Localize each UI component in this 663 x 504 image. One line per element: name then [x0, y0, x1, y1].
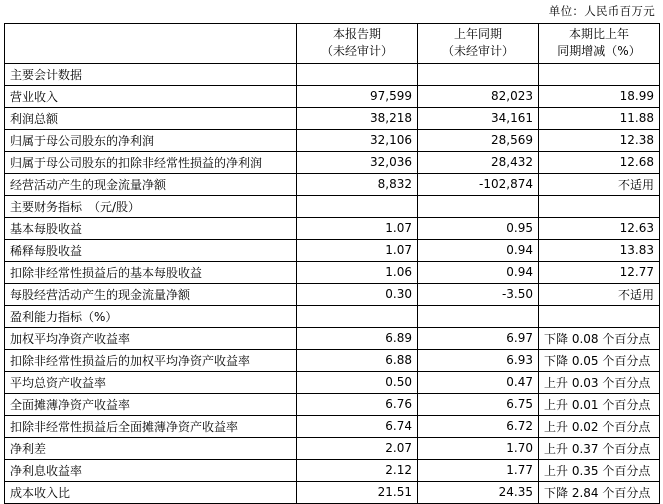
header-prior-period-line1: 上年同期 — [453, 27, 502, 41]
row-current-value: 6.88 — [297, 349, 418, 371]
row-change-value: 不适用 — [539, 283, 660, 305]
row-current-value: 97,599 — [297, 85, 418, 107]
row-label: 营业收入 — [5, 85, 297, 107]
row-prior-value: 82,023 — [418, 85, 539, 107]
row-current-value: 32,036 — [297, 151, 418, 173]
table-row — [5, 151, 660, 173]
row-change-value: 12.38 — [539, 129, 660, 151]
section-title: 盈利能力指标（%） — [5, 305, 297, 327]
section-blank-prior — [418, 305, 539, 327]
header-current-period-line1: 本报告期 — [332, 27, 381, 41]
row-prior-value: 28,432 — [418, 151, 539, 173]
table-row — [5, 239, 660, 261]
table-body — [5, 63, 660, 503]
table-row — [5, 481, 660, 503]
table-row — [5, 261, 660, 283]
row-label: 基本每股收益 — [5, 217, 297, 239]
table-row — [5, 107, 660, 129]
section-blank-current — [297, 305, 418, 327]
row-label: 每股经营活动产生的现金流量净额 — [5, 283, 297, 305]
table-row — [5, 393, 660, 415]
table-row — [5, 459, 660, 481]
table-row — [5, 415, 660, 437]
row-prior-value: 1.77 — [418, 459, 539, 481]
row-prior-value: 6.97 — [418, 327, 539, 349]
table-row — [5, 283, 660, 305]
row-change-value: 不适用 — [539, 173, 660, 195]
row-current-value: 21.51 — [297, 481, 418, 503]
row-label: 加权平均净资产收益率 — [5, 327, 297, 349]
section-blank-change — [539, 305, 660, 327]
row-prior-value: 24.35 — [418, 481, 539, 503]
header-label-cell — [5, 24, 297, 64]
section-blank-prior — [418, 63, 539, 85]
row-change-value: 12.77 — [539, 261, 660, 283]
row-change-value: 下降 0.08 个百分点 — [539, 327, 660, 349]
row-prior-value: -3.50 — [418, 283, 539, 305]
row-label: 利润总额 — [5, 107, 297, 129]
row-change-value: 上升 0.35 个百分点 — [539, 459, 660, 481]
financial-summary-table — [4, 23, 660, 504]
header-current-period — [297, 24, 418, 64]
row-current-value: 0.50 — [297, 371, 418, 393]
table-row — [5, 217, 660, 239]
table-header — [5, 24, 660, 64]
row-current-value: 1.07 — [297, 217, 418, 239]
row-current-value: 6.76 — [297, 393, 418, 415]
row-label: 稀释每股收益 — [5, 239, 297, 261]
table-row — [5, 371, 660, 393]
row-current-value: 0.30 — [297, 283, 418, 305]
row-current-value: 1.06 — [297, 261, 418, 283]
header-current-period-line2: （未经审计） — [320, 44, 393, 59]
row-label: 归属于母公司股东的扣除非经常性损益的净利润 — [5, 151, 297, 173]
header-prior-period-line2: （未经审计） — [441, 44, 514, 59]
unit-note: 单位：人民币百万元 — [548, 4, 655, 18]
row-prior-value: 0.95 — [418, 217, 539, 239]
row-label: 净利息收益率 — [5, 459, 297, 481]
row-label: 扣除非经常性损益后的基本每股收益 — [5, 261, 297, 283]
row-label: 归属于母公司股东的净利润 — [5, 129, 297, 151]
row-label: 全面摊薄净资产收益率 — [5, 393, 297, 415]
row-prior-value: 6.72 — [418, 415, 539, 437]
row-change-value: 上升 0.37 个百分点 — [539, 437, 660, 459]
header-change-line2: 同期增减（%） — [557, 44, 641, 59]
section-blank-change — [539, 195, 660, 217]
table-row — [5, 349, 660, 371]
row-label: 经营活动产生的现金流量净额 — [5, 173, 297, 195]
section-blank-current — [297, 63, 418, 85]
table-row — [5, 129, 660, 151]
section-title: 主要会计数据 — [5, 63, 297, 85]
row-change-value: 下降 2.84 个百分点 — [539, 481, 660, 503]
row-label: 平均总资产收益率 — [5, 371, 297, 393]
row-label: 成本收入比 — [5, 481, 297, 503]
row-current-value: 6.74 — [297, 415, 418, 437]
row-current-value: 2.12 — [297, 459, 418, 481]
row-change-value: 上升 0.03 个百分点 — [539, 371, 660, 393]
row-change-value: 18.99 — [539, 85, 660, 107]
row-change-value: 12.63 — [539, 217, 660, 239]
row-current-value: 38,218 — [297, 107, 418, 129]
section-blank-change — [539, 63, 660, 85]
row-current-value: 2.07 — [297, 437, 418, 459]
row-change-value: 12.68 — [539, 151, 660, 173]
row-prior-value: 6.93 — [418, 349, 539, 371]
header-change-line1: 本期比上年 — [568, 27, 629, 41]
row-change-value: 上升 0.02 个百分点 — [539, 415, 660, 437]
section-blank-prior — [418, 195, 539, 217]
row-current-value: 32,106 — [297, 129, 418, 151]
section-blank-current — [297, 195, 418, 217]
table-row — [5, 437, 660, 459]
row-current-value: 8,832 — [297, 173, 418, 195]
row-change-value: 11.88 — [539, 107, 660, 129]
table-header-row — [5, 24, 660, 64]
row-current-value: 1.07 — [297, 239, 418, 261]
row-prior-value: 0.47 — [418, 371, 539, 393]
table-row — [5, 327, 660, 349]
section-header-row — [5, 63, 660, 85]
table-row — [5, 173, 660, 195]
header-prior-period — [418, 24, 539, 64]
row-prior-value: 0.94 — [418, 261, 539, 283]
row-prior-value: 6.75 — [418, 393, 539, 415]
row-change-value: 13.83 — [539, 239, 660, 261]
row-change-value: 下降 0.05 个百分点 — [539, 349, 660, 371]
row-label: 扣除非经常性损益后全面摊薄净资产收益率 — [5, 415, 297, 437]
row-prior-value: 0.94 — [418, 239, 539, 261]
row-prior-value: 34,161 — [418, 107, 539, 129]
row-change-value: 上升 0.01 个百分点 — [539, 393, 660, 415]
section-header-row — [5, 305, 660, 327]
row-prior-value: 28,569 — [418, 129, 539, 151]
row-label: 净利差 — [5, 437, 297, 459]
table-row — [5, 85, 660, 107]
section-title: 主要财务指标 （元/股） — [5, 195, 297, 217]
row-label: 扣除非经常性损益后的加权平均净资产收益率 — [5, 349, 297, 371]
section-header-row — [5, 195, 660, 217]
row-prior-value: -102,874 — [418, 173, 539, 195]
row-prior-value: 1.70 — [418, 437, 539, 459]
header-change — [539, 24, 660, 64]
row-current-value: 6.89 — [297, 327, 418, 349]
